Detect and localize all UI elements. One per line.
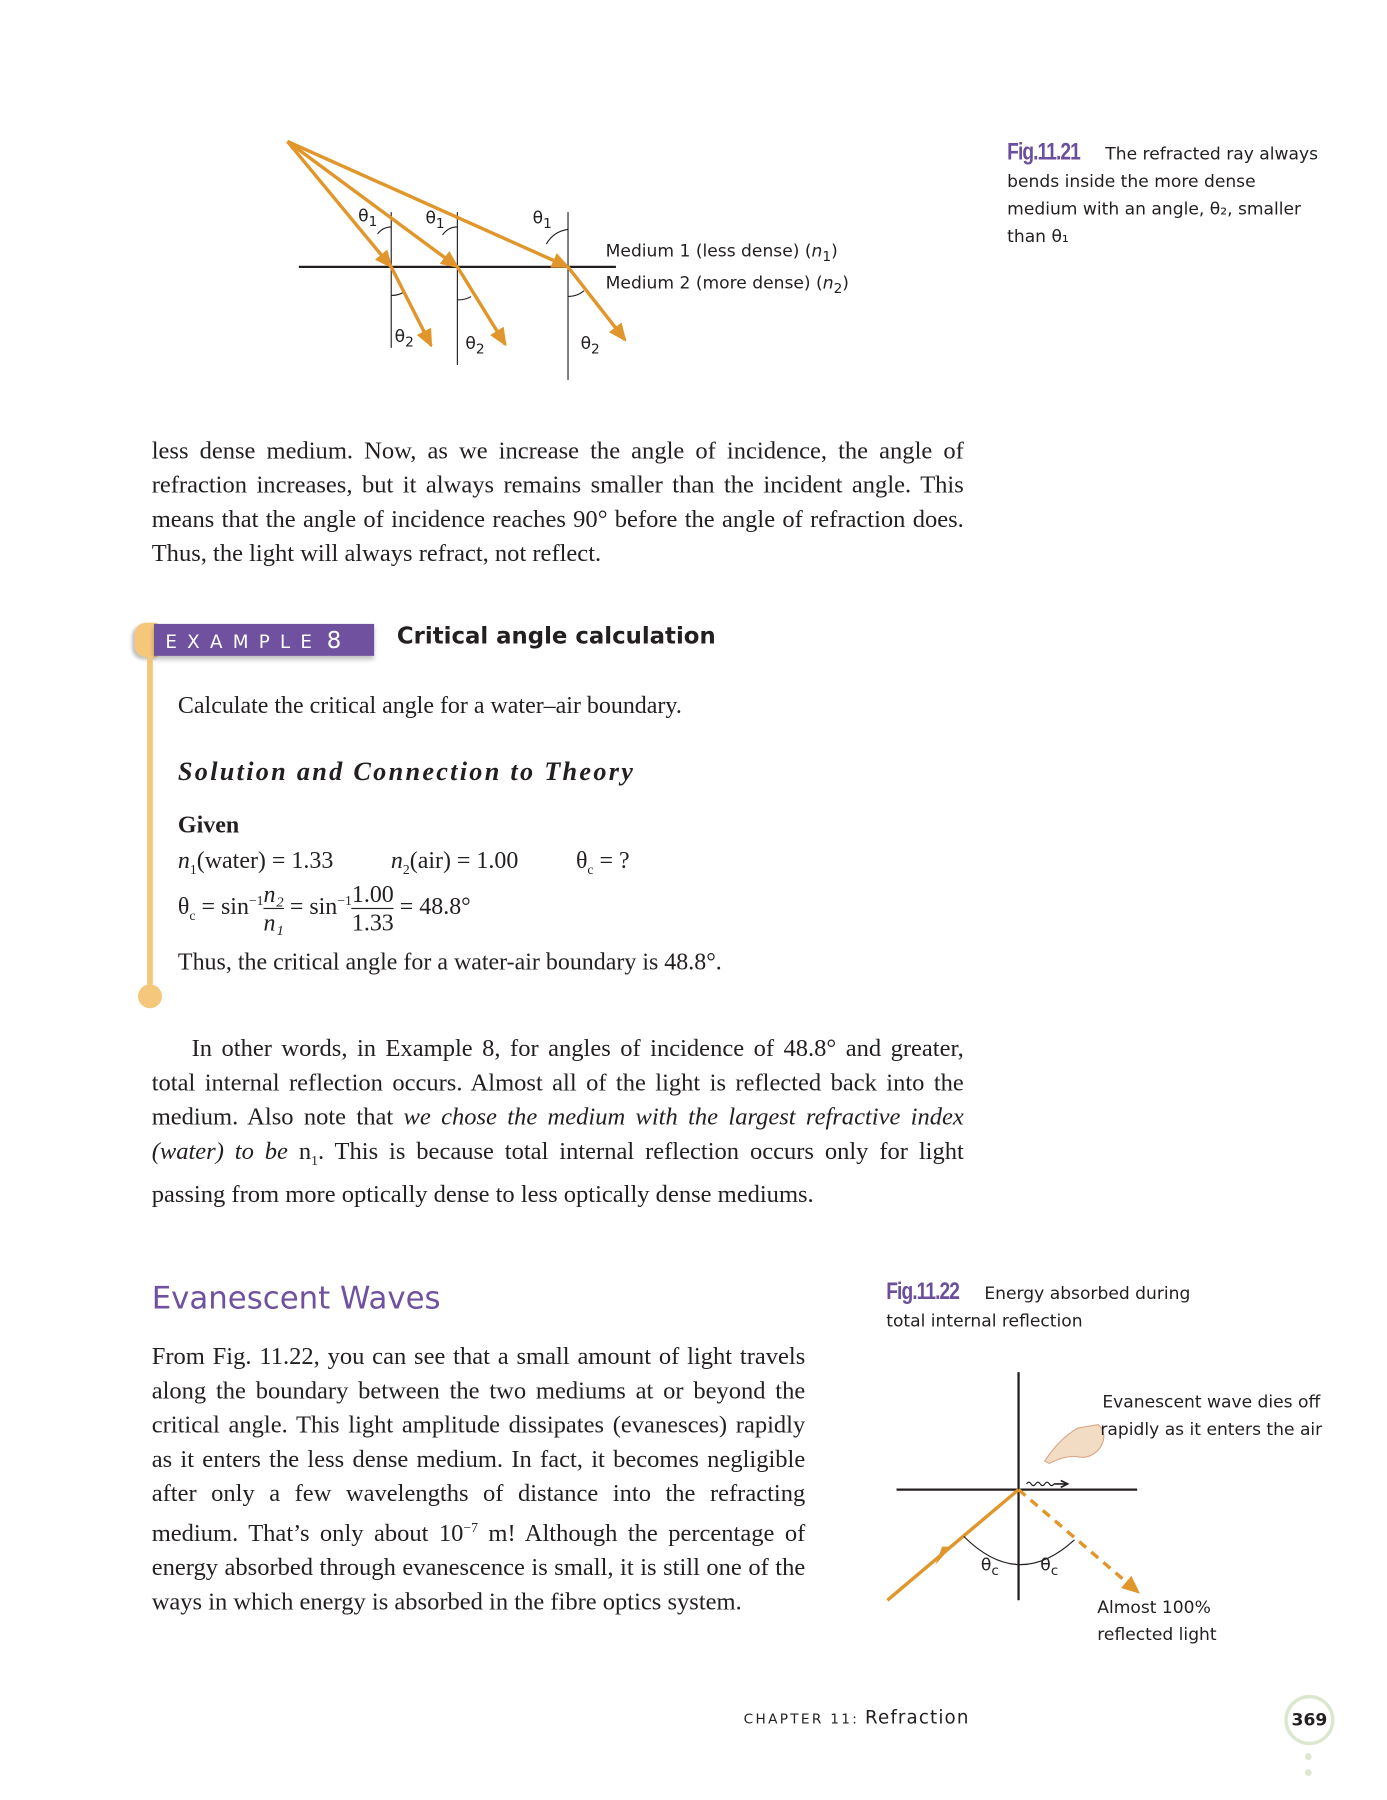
example-rule (147, 656, 153, 996)
evanescent-note: Evanescent wave dies off rapidly as it enters the air (1100, 1391, 1323, 1440)
given-values: $n_1(water) = 1.33$ $n_2(air) = 1.00$ $\theta_c$ = ? (177, 846, 630, 878)
solution-heading: Solution and Connection to Theory (177, 757, 636, 786)
example-conclusion: Thus, the critical angle for a water-air boundary is 48.8°. (177, 947, 722, 976)
incident-ray (887, 1490, 1018, 1601)
theta1-label: $\theta_1$ (358, 205, 378, 230)
example-label: EXAMPLE 8 (154, 624, 374, 656)
given-heading: Given (177, 810, 240, 839)
medium1-label: Medium 1 (less dense) $(n_1)$ (605, 240, 838, 265)
incident-ray (287, 141, 391, 266)
theta1-label: $\theta_1$ (425, 207, 445, 232)
figure-label: Fig.11.21 (1007, 139, 1080, 166)
page-number: 369 (1284, 1695, 1334, 1745)
critical-angle-formula: $\theta_c = \sin^{-1}$ $\frac{\text{n₂}}{\text{n₁}}$ = $\sin^{-1}$ $\frac{1.00}{1.33}$ = 48.8° (177, 880, 471, 937)
body-paragraph: less dense medium. Now, as we increase the angle of incidence, the angle of refraction increases, but it always remains smaller than the incident angle. This means that the angle of incidence reaches 90° before the angle of refraction does. Thus, the light will always refract, not reflect. (151, 436, 964, 567)
section-heading: Evanescent Waves (151, 1280, 441, 1317)
example-question: Calculate the critical angle for a water–air boundary. (177, 691, 682, 719)
chapter-footer: CHAPTER 11: Refraction (743, 1706, 970, 1729)
figure-label: Fig.11.22 (886, 1278, 959, 1305)
theta-c-label: $\theta_c$ (980, 1554, 999, 1579)
body-paragraph: In other words, in Example 8, for angles of incidence of 48.8° and greater, total internal reflection occurs. Almost all of the light is reflected back into the medium. Also note that we chose the medium with the largest refractive index (water) to be $n_1$. This is because total internal reflection occurs only for light passing from more optically dense to less optically dense mediums. (151, 1034, 964, 1209)
pointing-hand-icon (1045, 1425, 1104, 1464)
decorative-dot (1305, 1769, 1312, 1776)
body-paragraph: From Fig. 11.22, you can see that a small amount of light travels along the boundary between the two mediums at or beyond the critical angle. This light amplitude dissipates (evanesces) rapidly as it enters the less dense medium. In fact, it becomes negligible after only a few wavelengths of distance into the refracting medium. That’s only about $10^{-7}$ m! Although the percentage of energy absorbed through evanescence is small, it is still one of the ways in which energy is absorbed in the fibre optics system. (151, 1342, 806, 1616)
example-title: Critical angle calculation (396, 621, 716, 650)
fig-11-21-caption: Fig.11.21 The refracted ray always bends inside the more dense medium with an angle, θ₂, smaller than θ₁ (1007, 139, 1319, 247)
evanescent-wave (1027, 1482, 1054, 1485)
theta-c-label: $\theta_c$ (1040, 1554, 1059, 1579)
medium2-label: Medium 2 (more dense) $(n_2)$ (605, 272, 849, 297)
reflected-ray (1019, 1490, 1139, 1593)
theta2-label: $\theta_2$ (465, 333, 485, 358)
theta2-label: $\theta_2$ (580, 333, 600, 358)
incident-ray (287, 141, 568, 266)
example-end-dot (138, 984, 162, 1008)
fig-11-22-caption: Fig.11.22 Energy absorbed during total internal reflection (886, 1278, 1191, 1332)
reflected-note: Almost 100% reflected light (1097, 1596, 1217, 1645)
decorative-dot (1305, 1753, 1312, 1760)
theta2-label: $\theta_2$ (394, 326, 414, 351)
theta1-label: $\theta_1$ (532, 207, 552, 232)
